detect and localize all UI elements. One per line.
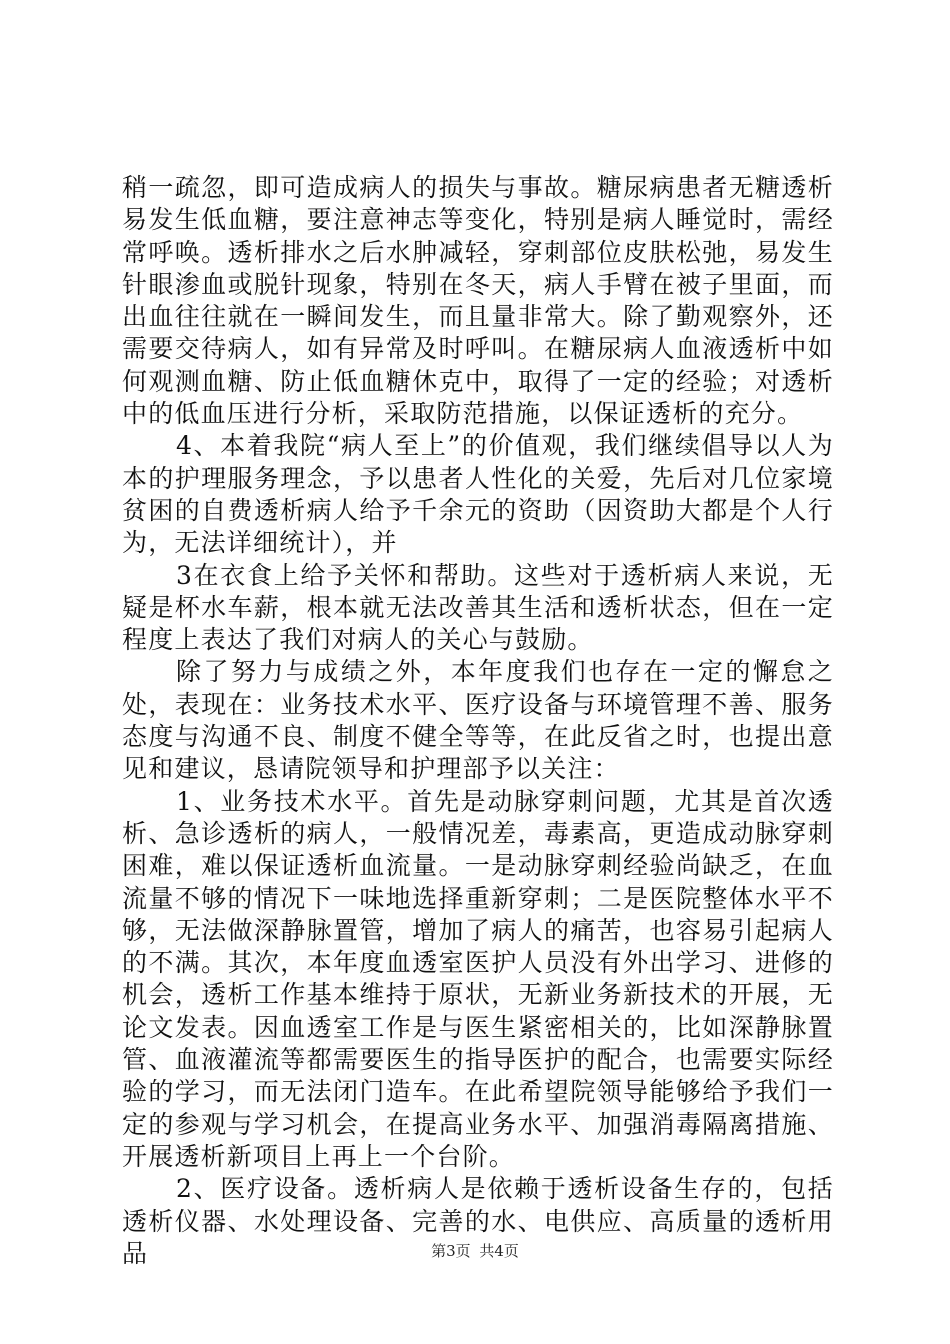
paragraph-care: 3在衣食上给予关怀和帮助。这些对于透析病人来说，无疑是杯水车薪，根本就无法改善其生活和透析状态，但在一定程度上表达了我们对病人的关心与鼓励。	[122, 560, 834, 655]
paragraph-item-4: 4、本着我院“病人至上”的价值观，我们继续倡导以人为本的护理服务理念，予以患者人性化的关爱，先后对几位家境贫困的自费透析病人给予千余元的资助（因资助大都是个人行为，无法详细统计），并	[122, 431, 834, 558]
page-total: 共4页	[479, 1242, 519, 1260]
paragraph-continuation: 稍一疏忽，即可造成病人的损失与事故。糖尿病患者无糖透析易发生低血糖，要注意神志等变化，特别是病人睡觉时，需经常呼唤。透析排水之后水肿减轻，穿刺部位皮肤松弛，易发生针眼渗血或脱针现象，特别在冬天，病人手臂在被子里面，而出血往往就在一瞬间发生，而且量非常大。除了勤观察外，还需要交待病人，如有异常及时呼叫。在糖尿病人血液透析中如何观测血糖、防止低血糖休克中，取得了一定的经验；对透析中的低血压进行分析，采取防范措施，以保证透析的充分。	[122, 173, 834, 429]
paragraph-item-1: 1、业务技术水平。首先是动脉穿刺问题，尤其是首次透析、急诊透析的病人，一般情况差，毒素高，更造成动脉穿刺困难，难以保证透析血流量。一是动脉穿刺经验尚缺乏，在血流量不够的情况下一味地选择重新穿刺；二是医院整体水平不够，无法做深静脉置管，增加了病人的痛苦，也容易引起病人的不满。其次，本年度血透室医护人员没有外出学习、进修的机会，透析工作基本维持于原状，无新业务新技术的开展，无论文发表。因血透室工作是与医生紧密相关的，比如深静脉置管、血液灌流等都需要医生的指导医护的配合，也需要实际经验的学习，而无法闭门造车。在此希望院领导能够给予我们一定的参观与学习机会，在提高业务水平、加强消毒隔离措施、开展透析新项目上再上一个台阶。	[122, 786, 834, 1171]
page-footer	[0, 1240, 950, 1261]
paragraph-item-2: 2、医疗设备。透析病人是依赖于透析设备生存的，包括透析仪器、水处理设备、完善的水、电供应、高质量的透析用品	[122, 1174, 834, 1268]
document-body	[122, 172, 834, 1270]
paragraph-shortcomings: 除了努力与成绩之外，本年度我们也存在一定的懈怠之处，表现在：业务技术水平、医疗设备与环境管理不善、服务态度与沟通不良、制度不健全等等，在此反省之时，也提出意见和建议，恳请院领导和护理部予以关注：	[122, 657, 834, 784]
page-number: 第3页	[431, 1242, 471, 1260]
